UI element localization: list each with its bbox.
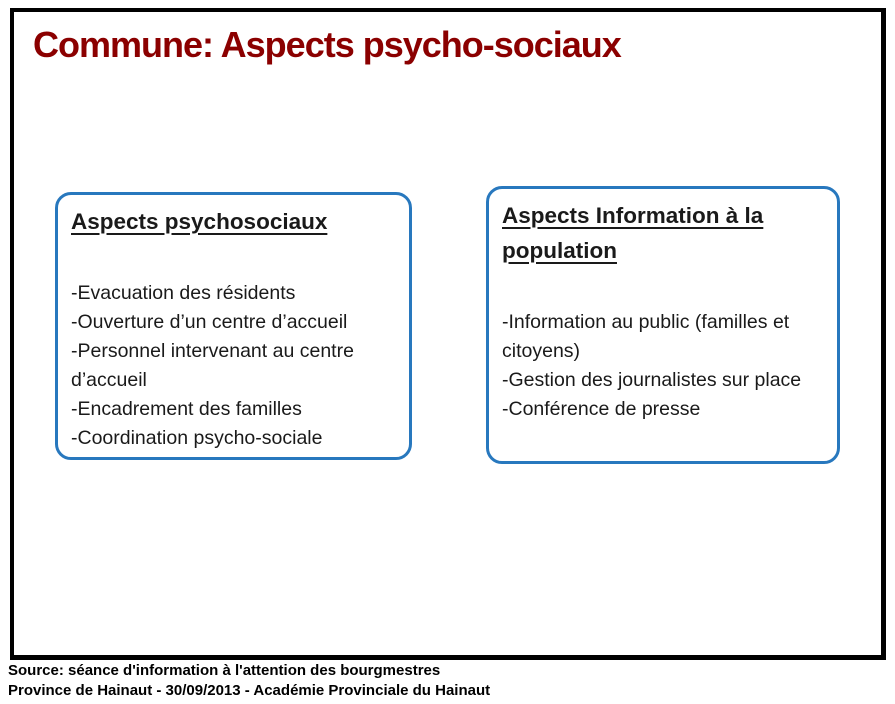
slide-title: Commune: Aspects psycho-sociaux bbox=[33, 24, 621, 65]
list-item: -Personnel intervenant au centre d’accueil bbox=[71, 340, 354, 391]
list-item: -Evacuation des résidents bbox=[71, 282, 296, 304]
information-population-box bbox=[486, 186, 840, 464]
footer-provenance-line: Province de Hainaut - 30/09/2013 - Académie Provinciale du Hainaut bbox=[8, 682, 491, 699]
list-item: -Conférence de presse bbox=[502, 398, 701, 420]
box-item-list bbox=[502, 308, 824, 424]
slide-frame bbox=[10, 8, 886, 660]
psychosocial-aspects-box bbox=[55, 192, 412, 460]
box-heading-psychosocial: Aspects psychosociaux bbox=[71, 209, 328, 234]
box-heading-information: Aspects Information à la population bbox=[502, 203, 764, 263]
list-item: -Ouverture d’un centre d’accueil bbox=[71, 311, 348, 333]
list-item: -Coordination psycho-sociale bbox=[71, 427, 323, 449]
footer-source-line: Source: séance d'information à l'attention des bourgmestres bbox=[8, 662, 441, 679]
box-item-list bbox=[71, 279, 396, 453]
list-item: -Information au public (familles et citoyens) bbox=[502, 311, 790, 362]
footer bbox=[8, 661, 490, 701]
list-item: -Gestion des journalistes sur place bbox=[502, 369, 802, 391]
list-item: -Encadrement des familles bbox=[71, 398, 302, 420]
